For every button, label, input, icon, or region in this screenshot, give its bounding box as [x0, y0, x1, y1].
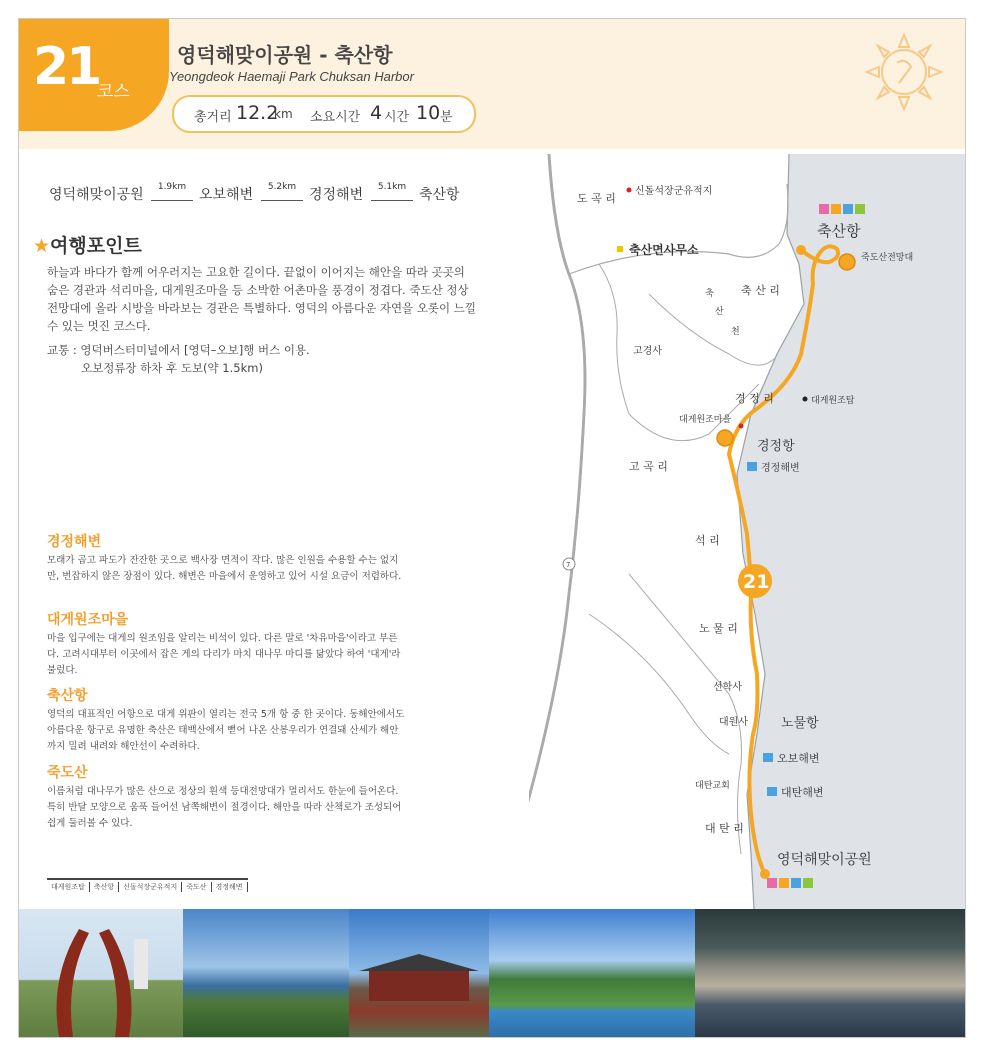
label-daetanri: 대 탄 리	[705, 822, 744, 835]
course-number: 21	[33, 37, 100, 97]
photo-strip	[19, 909, 965, 1037]
page-frame	[18, 18, 966, 1038]
label-daetangyohoe: 대탄교회	[695, 781, 730, 791]
label-daetanhaebyeon: 대탄해변	[781, 786, 824, 799]
time-hours-unit: 시간	[384, 110, 410, 125]
spot-2	[47, 609, 407, 679]
transport-line2: 오보정류장 하차 후 도보(약 1.5km)	[81, 361, 263, 375]
route-segment-2: 5.2km	[267, 182, 297, 192]
label-nomulhang: 노물항	[781, 716, 819, 731]
legend-item-4: 죽도산	[182, 882, 211, 892]
highlights-heading	[33, 231, 142, 258]
label-nomulri: 노 물 리	[699, 622, 738, 635]
spot-1	[47, 531, 407, 585]
route-arrow-1	[151, 200, 193, 206]
spot-3	[47, 685, 407, 755]
gyeongjeong-sun-marker	[717, 430, 733, 446]
photo-sindolseok-art	[349, 909, 489, 1037]
photo-gyeongjeonghaebyeon	[695, 909, 965, 1037]
label-daewonsa: 대원사	[719, 717, 748, 728]
time-minutes: 10	[416, 102, 441, 124]
label-jukdosan: 죽도산전망대	[861, 253, 914, 263]
trail-start-point	[796, 245, 806, 255]
obo-beach-icon	[763, 753, 773, 762]
legend-item-1: 대게원조탑	[47, 882, 90, 892]
jukdosan-sun-marker	[839, 254, 855, 270]
daegewonjotap-marker	[803, 397, 808, 402]
course-unit: 코스	[97, 82, 130, 102]
label-seokri: 석 리	[695, 534, 720, 547]
label-gyeongjeonghaebyeon: 경정해변	[761, 463, 800, 474]
label-gogyeongsa: 고경사	[633, 346, 662, 357]
route-arrow-2	[261, 200, 303, 206]
daegewonjomaeul-marker	[739, 424, 744, 429]
spot-4-name: 죽도산	[47, 765, 88, 781]
spot-3-name: 축산항	[47, 688, 88, 704]
transport-line1: 영덕버스터미널에서 [영덕–오보]행 버스 이용.	[80, 343, 310, 357]
stats-box	[172, 95, 476, 133]
spot-3-desc: 영덕의 대표적인 어항으로 대게 위판이 열리는 전국 5개 항 중 한 곳이다. 동해안에서도 아름다운 항구로 유명한 축산은 태백산에서 뻗어 나온 산봉우리가 연결돼 산세가 해안까지 밀려 내려와 해안선이 수려하다.	[47, 709, 405, 752]
sun-icon	[859, 27, 949, 117]
route-segment-1: 1.9km	[157, 182, 187, 192]
photo-sindolseok	[349, 909, 489, 1037]
road-number: 7	[566, 561, 571, 569]
sindolseok-marker	[627, 188, 632, 193]
page-subtitle: Yeongdeok Haemaji Park Chuksan Harbor	[169, 69, 414, 84]
distance-value: 12.2	[236, 102, 279, 124]
page-title: 영덕해맞이공원 - 축산항	[177, 43, 393, 67]
label-gyeongjeonghang: 경정항	[757, 439, 795, 454]
label-cheon-2: 산	[715, 307, 724, 317]
label-gogokri: 고 곡 리	[629, 460, 668, 473]
photo-daegewonjotap	[19, 909, 183, 1037]
label-daegewonjotap: 대게원조탑	[811, 396, 855, 406]
label-dogokri: 도 곡 리	[577, 192, 616, 205]
spot-1-desc: 모래가 곱고 파도가 잔잔한 곳으로 백사장 면적이 작다. 많은 인원을 수용할 수는 없지만, 번잡하지 않은 장점이 있다. 해변은 마을에서 운영하고 있어 시설 요금이 저렴하다.	[47, 555, 402, 582]
distance-label: 총거리	[194, 110, 232, 125]
trail-end-point	[760, 869, 770, 879]
highlights-heading-text: 여행포인트	[50, 235, 142, 257]
distance-unit: km	[274, 107, 293, 121]
route-arrow-3	[371, 200, 413, 206]
label-gyeongjeongri: 경 정 리	[735, 392, 774, 405]
route-stop-4: 축산항	[419, 187, 460, 203]
highlights-intro: 하늘과 바다가 함께 어우러지는 고요한 길이다. 끝없이 이어지는 해안을 따라 곳곳의 숨은 경관과 석리마을, 대게원조마을 등 소박한 어촌마을 풍경이 정겹다. 죽도산 정상 전망대에 올라 시방을 바라보는 경관은 특별하다. 영덕의 아름다운 자연을 오롯이 느낄 수 있는 멋진 코스다.	[47, 265, 477, 333]
time-hours: 4	[370, 102, 383, 124]
time-label: 소요시간	[310, 110, 361, 125]
label-haemaji: 영덕해맞이공원	[777, 852, 872, 868]
course-badge	[19, 19, 169, 131]
label-cheon-1: 축	[705, 289, 714, 299]
photo-legend	[47, 878, 248, 892]
time-minutes-unit: 분	[440, 110, 453, 125]
label-sindolseok: 신돌석장군유적지	[635, 186, 713, 197]
daetan-beach-icon	[767, 787, 777, 796]
label-obohaebyeon: 오보해변	[777, 752, 820, 765]
label-chuksanri: 축 산 리	[741, 284, 780, 297]
transport-info	[47, 341, 310, 377]
office-marker	[617, 246, 623, 252]
legend-item-5: 경정해변	[212, 882, 248, 892]
map-course-number: 21	[743, 571, 770, 593]
route-stop-3: 경정해변	[309, 187, 364, 203]
label-seonhaksa: 선학사	[713, 682, 742, 693]
gyeongjeong-beach-icon	[747, 462, 757, 471]
transport-label: 교통 :	[47, 343, 77, 357]
route-stop-1: 영덕해맞이공원	[49, 187, 144, 203]
photo-daegewonjotap-art	[19, 909, 183, 1037]
label-chuksanhang: 축산항	[817, 222, 861, 240]
spot-1-name: 경정해변	[47, 534, 102, 550]
route-map	[529, 154, 965, 909]
legend-item-2: 축산항	[90, 882, 119, 892]
photo-jukdosan	[489, 909, 695, 1037]
photo-chuksanhang	[183, 909, 349, 1037]
spot-4	[47, 762, 407, 832]
star-icon: ★	[33, 235, 51, 257]
label-cheon-3: 천	[731, 327, 740, 337]
route-stop-2: 오보해변	[199, 187, 254, 203]
label-daegewonjomaeul: 대게원조마을	[679, 415, 732, 425]
label-office: 축산면사무소	[629, 243, 699, 257]
spot-2-name: 대게원조마을	[47, 612, 129, 628]
spot-2-desc: 마을 입구에는 대게의 원조임을 알리는 비석이 있다. 다른 말로 '차유마을'이라고 부른다. 고려시대부터 이곳에서 잡은 게의 다리가 마치 대나무 마디를 닮았다 하여 '대게'라 불렀다.	[47, 633, 401, 676]
route-segment-3: 5.1km	[377, 182, 407, 192]
spot-4-desc: 이름처럼 대나무가 많은 산으로 정상의 흰색 등대전망대가 멀리서도 한눈에 들어온다. 특히 반달 모양으로 움푹 들어선 남쪽해변이 절경이다. 해안을 따라 산책로가 조성되어 쉽게 둘러볼 수 있다.	[47, 786, 402, 829]
legend-item-3: 신돌석장군유적지	[119, 882, 182, 892]
header	[19, 19, 965, 149]
